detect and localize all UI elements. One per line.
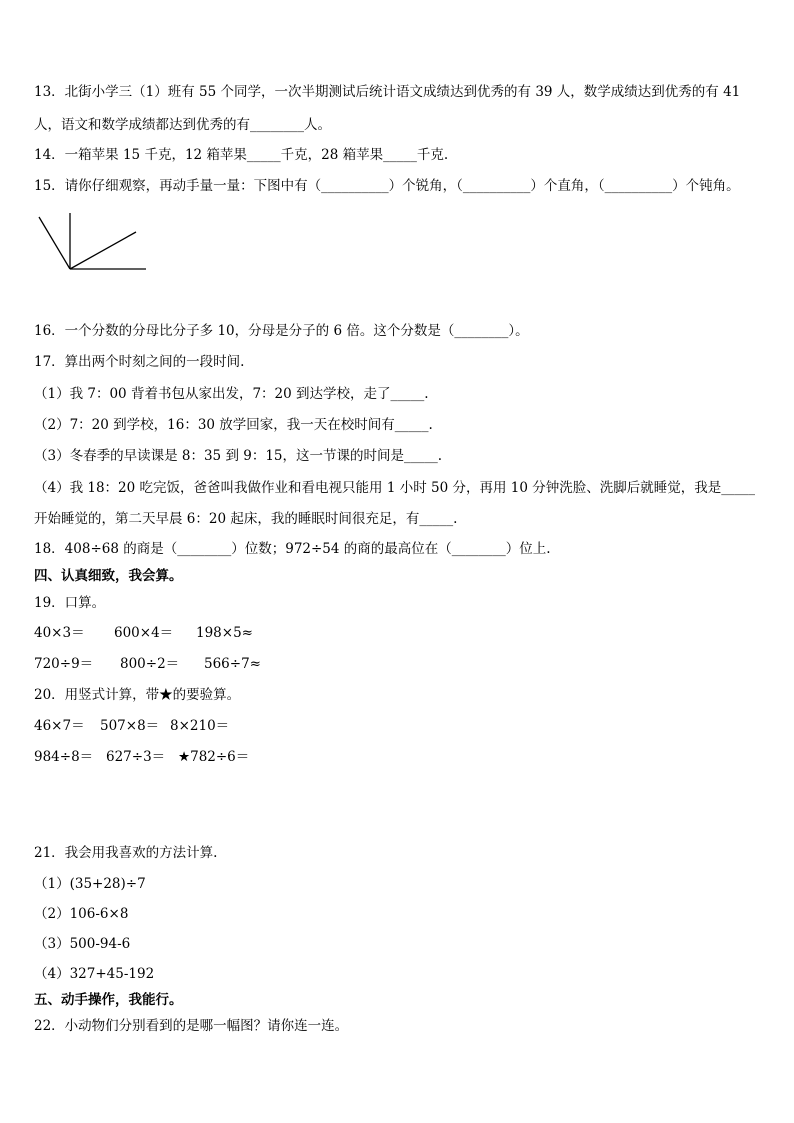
- q13-line1: 13．北街小学三（1）班有 55 个同学，一次半期测试后统计语文成绩达到优秀的有 39 人，数学成绩达到优秀的有 41: [34, 84, 741, 100]
- q15: 15．请你仔细观察，再动手量一量：下图中有（__________）个锐角，（__________）个直角，（__________）个钝角。: [34, 178, 740, 194]
- angle-ray-diagonal: [70, 232, 136, 269]
- angle-ray-steep: [39, 217, 70, 269]
- q20-item: 507×8＝: [100, 718, 160, 734]
- q19-item: 800÷2＝: [120, 656, 180, 672]
- q16: 16．一个分数的分母比分子多 10，分母是分子的 6 倍。这个分数是（________）。: [34, 323, 529, 339]
- q19-title: 19．口算。: [34, 595, 106, 611]
- q22: 22．小动物们分别看到的是哪一幅图？请你连一连。: [34, 1018, 349, 1034]
- q17-part4-line2: 开始睡觉的，第二天早晨 6：20 起床，我的睡眠时间很充足，有_____.: [34, 511, 458, 527]
- q19-item: 198×5≈: [196, 625, 253, 641]
- q21-item-1: （1）(35+28)÷7: [34, 876, 146, 892]
- q19-item: 720÷9＝: [34, 656, 94, 672]
- q20-item: 627÷3＝: [106, 749, 166, 765]
- q19-row2: [34, 654, 764, 674]
- q17-part3: （3）冬春季的早读课是 8：35 到 9：15，这一节课的时间是_____.: [34, 448, 443, 464]
- q18: 18．408÷68 的商是（________）位数；972÷54 的商的最高位在（________）位上.: [34, 541, 551, 557]
- q17-part4-line1: （4）我 18：20 吃完饭，爸爸叫我做作业和看电视只能用 1 小时 50 分，再用 10 分钟洗脸、洗脚后就睡觉，我是_____: [34, 480, 755, 496]
- q19-item: 566÷7≈: [204, 656, 261, 672]
- q20-item: ★782÷6＝: [178, 749, 250, 765]
- q19-row1: [34, 623, 764, 643]
- q17-part2: （2）7：20 到学校，16：30 放学回家，我一天在校时间有_____.: [34, 417, 433, 433]
- q20-item: 8×210＝: [170, 718, 230, 734]
- q14: 14．一箱苹果 15 千克，12 箱苹果_____千克，28 箱苹果_____千克.: [34, 147, 449, 163]
- q20-item: 984÷8＝: [34, 749, 94, 765]
- q20-row2: [34, 747, 764, 767]
- q20-item: 46×7＝: [34, 718, 85, 734]
- q20-title: 20．用竖式计算，带★的要验算。: [34, 687, 241, 703]
- q21-title: 21．我会用我喜欢的方法计算.: [34, 845, 218, 861]
- angle-figure: [34, 208, 154, 274]
- q21-item-4: （4）327+45-192: [34, 966, 155, 982]
- q19-item: 40×3＝: [34, 625, 85, 641]
- q17-part1: （1）我 7：00 背着书包从家出发，7：20 到达学校，走了_____.: [34, 386, 429, 402]
- q21-item-3: （3）500-94-6: [34, 936, 131, 952]
- q21-item-2: （2）106-6×8: [34, 906, 129, 922]
- q13-line2: 人，语文和数学成绩都达到优秀的有________人。: [34, 117, 331, 133]
- section-4-heading: 四、认真细致，我会算。: [34, 568, 183, 584]
- q20-row1: [34, 716, 764, 736]
- section-5-heading: 五、动手操作，我能行。: [34, 992, 183, 1008]
- q17-title: 17．算出两个时刻之间的一段时间.: [34, 354, 245, 370]
- q19-item: 600×4＝: [114, 625, 174, 641]
